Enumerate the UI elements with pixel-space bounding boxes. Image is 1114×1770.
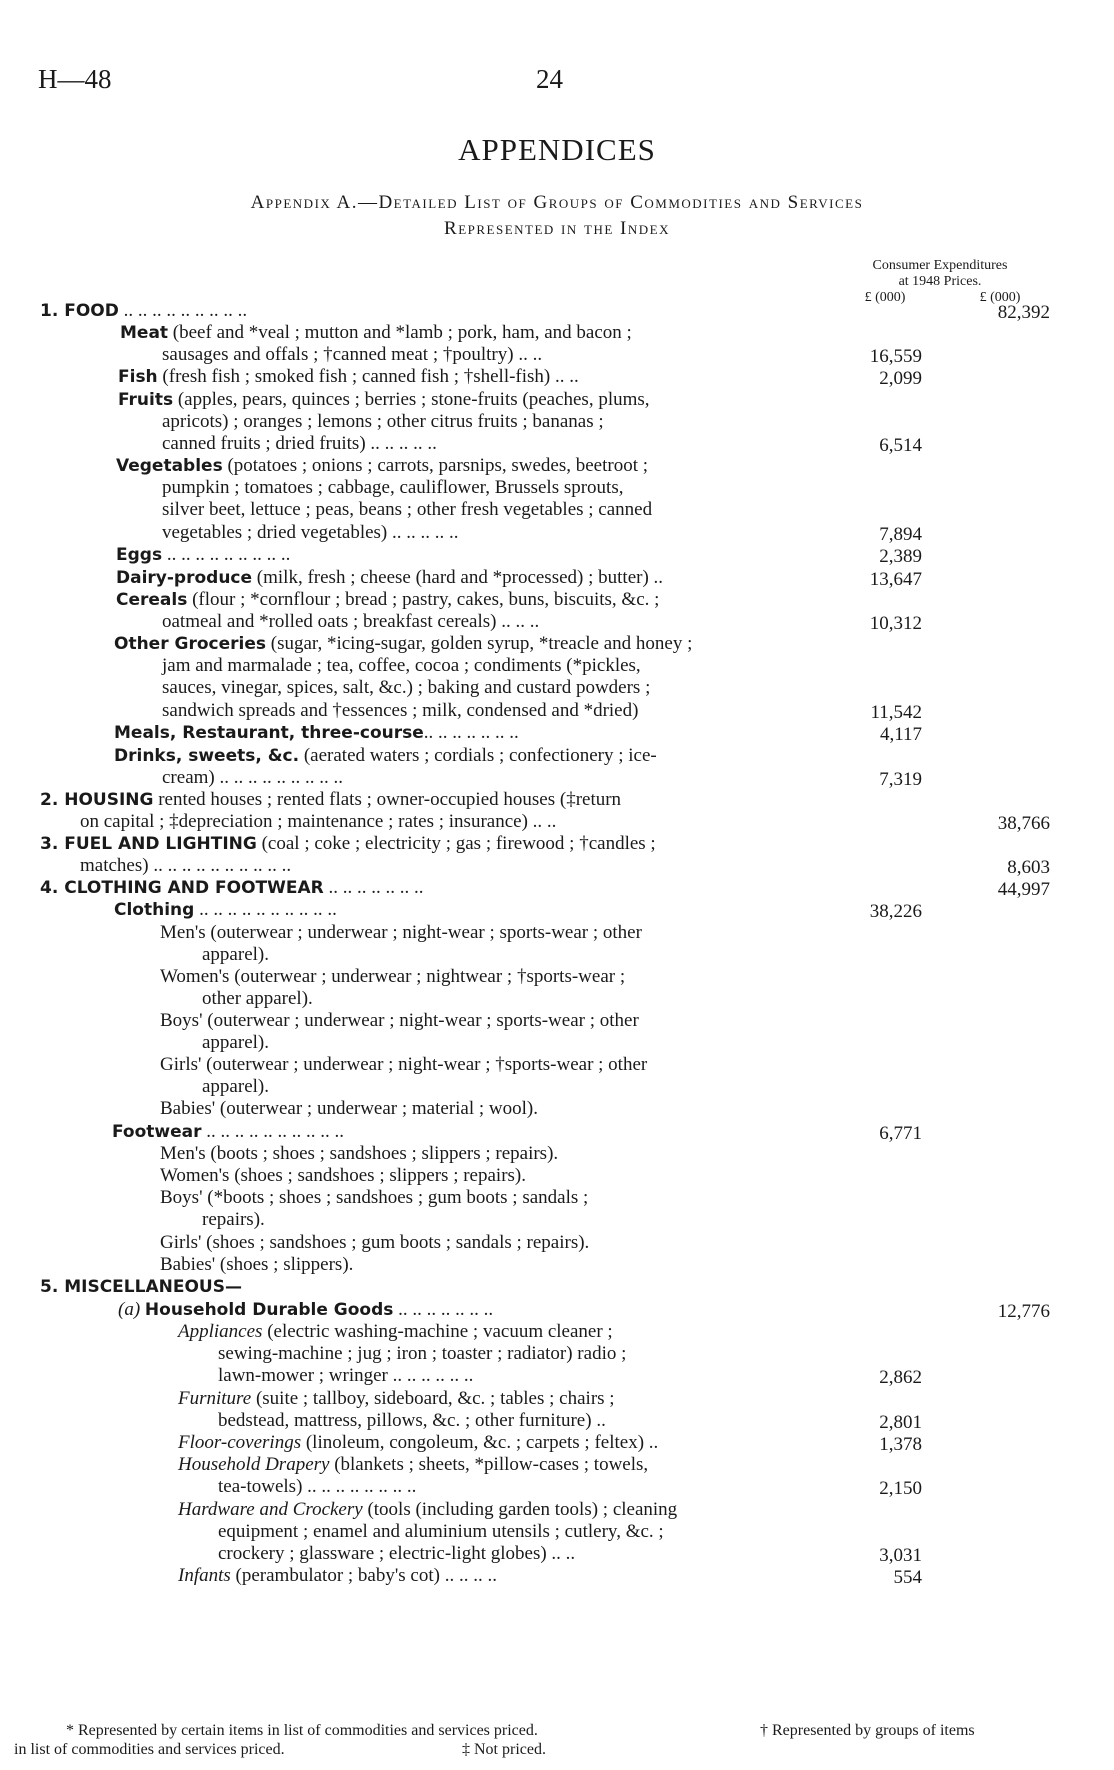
item-description: (perambulator ; baby's cot) .. .. .. ..	[230, 1565, 497, 1586]
list-item-continuation	[162, 700, 638, 722]
list-item	[40, 1276, 242, 1298]
item-description: silver beet, lettuce ; peas, beans ; other fresh vegetables ; canned	[162, 499, 653, 521]
expenditure-value: 2,801	[879, 1412, 922, 1434]
item-description: tea-towels) .. .. .. .. .. .. .. ..	[218, 1476, 417, 1498]
item-description: lawn-mower ; wringer .. .. .. .. .. ..	[218, 1365, 474, 1387]
item-heading: Fruits	[118, 390, 174, 410]
item-description: .. .. .. .. .. .. ..	[393, 1299, 494, 1320]
item-description: on capital ; ‡depreciation ; maintenance ; rates ; insurance) .. ..	[80, 811, 557, 833]
list-item	[116, 567, 663, 589]
list-item	[114, 745, 657, 767]
list-item-continuation	[202, 1032, 269, 1054]
list-item	[112, 1121, 344, 1143]
item-heading: Other Groceries	[114, 634, 266, 654]
item-description: matches) .. .. .. .. .. .. .. .. .. ..	[80, 855, 292, 877]
item-heading: Meals, Restaurant, three-course	[114, 723, 424, 743]
item-description: apparel).	[202, 1076, 269, 1098]
item-description: (electric washing-machine ; vacuum cleaner ;	[262, 1321, 613, 1342]
list-item	[120, 322, 632, 344]
item-description: Babies' (outerwear ; underwear ; material ; wool).	[160, 1098, 538, 1119]
item-description: sandwich spreads and †essences ; milk, condensed and *dried)	[162, 699, 639, 721]
appendix-subtitle	[60, 190, 1054, 242]
item-heading: Furniture	[178, 1388, 252, 1409]
list-item	[40, 833, 656, 855]
item-description: (milk, fresh ; cheese (hard and *processed) ; butter) ..	[252, 567, 664, 588]
list-item	[160, 1054, 647, 1076]
item-heading: Household Drapery	[178, 1454, 330, 1475]
list-item-continuation	[218, 1521, 664, 1543]
group-total-value: 12,776	[997, 1301, 1050, 1322]
footnote-dagger: † Represented by groups of items	[760, 1722, 975, 1739]
expenditure-value: 6,771	[879, 1123, 922, 1144]
item-description: .. .. .. .. .. .. .. .. .. ..	[201, 1121, 344, 1142]
expenditure-value: 6,514	[879, 435, 922, 457]
item-heading: Appliances	[178, 1321, 263, 1342]
group-total-value: 8,603	[1007, 857, 1050, 879]
item-description: (coal ; coke ; electricity ; gas ; firewood ; †candles ;	[256, 833, 656, 854]
list-item	[116, 589, 659, 611]
list-item-continuation	[202, 1209, 265, 1231]
list-item-continuation	[162, 477, 623, 499]
list-item	[178, 1388, 615, 1410]
list-item-continuation	[162, 655, 641, 677]
item-description: Girls' (shoes ; sandshoes ; gum boots ; sandals ; repairs).	[160, 1232, 590, 1253]
item-description: (flour ; *cornflour ; bread ; pastry, cakes, buns, biscuits, &c. ;	[187, 589, 660, 610]
expenditure-value: 13,647	[869, 569, 922, 590]
item-description: (fresh fish ; smoked fish ; canned fish ; †shell-fish) .. ..	[157, 366, 579, 387]
item-description: apparel).	[202, 944, 269, 966]
item-heading: FUEL AND LIGHTING	[64, 834, 257, 854]
list-item-continuation	[218, 1365, 473, 1387]
list-item-continuation	[162, 522, 459, 544]
item-number: 2.	[40, 790, 65, 810]
footnote-double-dagger: ‡ Not priced.	[462, 1741, 546, 1758]
list-item	[40, 789, 621, 811]
item-heading: Drinks, sweets, &c.	[114, 746, 300, 766]
group-total-value: 38,766	[997, 813, 1050, 835]
expenditure-value: 38,226	[869, 901, 922, 922]
item-heading: Footwear	[112, 1122, 202, 1142]
item-description: Women's (shoes ; sandshoes ; slippers ; repairs).	[160, 1165, 527, 1186]
list-item-continuation	[202, 944, 269, 966]
item-description: apparel).	[202, 1032, 269, 1054]
item-number: 3.	[40, 834, 65, 854]
item-description: sauces, vinegar, spices, salt, &c.) ; baking and custard powders ;	[162, 677, 651, 699]
list-item	[118, 389, 650, 411]
item-prefix: (a)	[118, 1299, 145, 1320]
item-description: cream) .. .. .. .. .. .. .. .. ..	[162, 767, 343, 789]
group-total-value: 82,392	[997, 302, 1050, 323]
item-description: crockery ; glassware ; electric-light globes) .. ..	[218, 1543, 576, 1565]
item-description: Women's (outerwear ; underwear ; nightwear ; †sports-wear ;	[160, 966, 626, 987]
list-item	[178, 1321, 613, 1343]
page-title: APPENDICES	[458, 132, 656, 167]
item-description: (tools (including garden tools) ; cleaning	[362, 1499, 678, 1520]
list-item	[160, 1010, 639, 1032]
list-item	[160, 1165, 526, 1187]
expenditure-value: 3,031	[879, 1545, 922, 1567]
unit-label-1: £ (000)	[864, 290, 906, 305]
page-number: 24	[536, 64, 563, 94]
item-heading: MISCELLANEOUS—	[64, 1277, 242, 1297]
item-heading: CLOTHING AND FOOTWEAR	[64, 878, 324, 898]
list-item-continuation	[162, 677, 650, 699]
list-item-continuation	[80, 855, 291, 877]
item-description: jam and marmalade ; tea, coffee, cocoa ; condiments (*pickles,	[162, 655, 641, 677]
item-description: vegetables ; dried vegetables) .. .. .. .. ..	[162, 521, 459, 543]
item-description: .. .. .. .. .. .. .. .. .. ..	[194, 899, 337, 920]
item-heading: Eggs	[116, 545, 163, 565]
item-heading: Vegetables	[116, 456, 223, 476]
list-item	[118, 1299, 493, 1321]
expenditure-value: 554	[893, 1567, 922, 1588]
item-number: 1.	[40, 301, 65, 321]
list-item-continuation	[162, 499, 652, 521]
list-item	[160, 1143, 558, 1165]
list-item	[178, 1565, 497, 1587]
item-description: .. .. .. .. .. .. ..	[423, 722, 519, 743]
list-item-continuation	[162, 344, 542, 366]
expenditure-value: 16,559	[869, 346, 922, 368]
list-item	[40, 877, 424, 899]
list-item	[118, 366, 579, 388]
list-item	[160, 1254, 353, 1276]
subtitle-line: Represented in the Index	[444, 218, 670, 239]
list-item-continuation	[218, 1476, 416, 1498]
list-item	[114, 722, 519, 744]
item-description: Girls' (outerwear ; underwear ; night-wear ; †sports-wear ; other	[160, 1054, 648, 1075]
expenditure-value: 1,378	[879, 1434, 922, 1455]
item-heading: HOUSING	[64, 790, 154, 810]
group-total-value: 44,997	[997, 879, 1050, 900]
list-item	[114, 633, 692, 655]
list-item-continuation	[162, 767, 343, 789]
item-description: Boys' (*boots ; shoes ; sandshoes ; gum boots ; sandals ;	[160, 1187, 589, 1208]
item-heading: Household Durable Goods	[144, 1300, 394, 1320]
unit-label-2: £ (000)	[979, 290, 1021, 305]
item-description: bedstead, mattress, pillows, &c. ; other furniture) ..	[218, 1410, 606, 1432]
list-item	[160, 1232, 589, 1254]
item-description: .. .. .. .. .. .. .. .. ..	[162, 544, 291, 565]
item-number: 4.	[40, 878, 65, 898]
column-heading-line: Consumer Expenditures	[872, 258, 1008, 273]
item-heading: Dairy-produce	[116, 568, 253, 588]
list-item-continuation	[162, 411, 604, 433]
list-item	[178, 1499, 677, 1521]
expenditure-value: 4,117	[879, 724, 922, 745]
expenditure-value: 11,542	[870, 701, 922, 723]
expenditure-value: 2,389	[879, 546, 922, 567]
item-heading: Infants	[178, 1565, 231, 1586]
expenditure-value: 10,312	[869, 613, 922, 635]
list-item	[178, 1432, 658, 1454]
subtitle-line: Appendix A.—Detailed List of Groups of Commodities and Services	[250, 192, 864, 213]
item-number: 5.	[40, 1277, 65, 1297]
item-description: oatmeal and *rolled oats ; breakfast cereals) .. .. ..	[162, 611, 540, 633]
expenditure-value: 7,894	[879, 523, 922, 545]
list-item-continuation	[202, 1076, 269, 1098]
item-heading: Meat	[120, 323, 169, 343]
list-item-continuation	[162, 611, 539, 633]
expenditure-value: 2,862	[879, 1367, 922, 1389]
expenditure-value: 2,150	[879, 1478, 922, 1500]
list-item-continuation	[80, 811, 556, 833]
item-description: apricots) ; oranges ; lemons ; other citrus fruits ; bananas ;	[162, 411, 604, 433]
item-description: Boys' (outerwear ; underwear ; night-wear ; sports-wear ; other	[160, 1010, 639, 1031]
list-item	[114, 899, 337, 921]
expenditure-value: 7,319	[879, 769, 922, 791]
item-description: (apples, pears, quinces ; berries ; stone-fruits (peaches, plums,	[173, 389, 650, 410]
item-description: sewing-machine ; jug ; iron ; toaster ; radiator) radio ;	[218, 1343, 627, 1365]
item-description: repairs).	[202, 1209, 265, 1231]
list-item	[116, 455, 648, 477]
column-heading-line: at 1948 Prices.	[898, 274, 982, 289]
list-item	[40, 300, 247, 322]
list-item-continuation	[218, 1543, 575, 1565]
list-item	[160, 1187, 588, 1209]
item-heading: Cereals	[116, 590, 188, 610]
item-description: canned fruits ; dried fruits) .. .. .. .. ..	[162, 433, 437, 455]
item-description: pumpkin ; tomatoes ; cabbage, cauliflower, Brussels sprouts,	[162, 477, 624, 499]
item-description: (linoleum, congoleum, &c. ; carpets ; feltex) ..	[301, 1432, 659, 1453]
item-description: (aerated waters ; cordials ; confectionery ; ice-	[299, 745, 657, 766]
item-heading: FOOD	[64, 301, 119, 321]
list-item	[178, 1454, 648, 1476]
item-description: Men's (outerwear ; underwear ; night-wear ; sports-wear ; other	[160, 922, 642, 943]
item-heading: Clothing	[114, 900, 195, 920]
list-item-continuation	[202, 988, 313, 1010]
item-description: Men's (boots ; shoes ; sandshoes ; slippers ; repairs).	[160, 1143, 559, 1164]
item-description: (suite ; tallboy, sideboard, &c. ; tables ; chairs ;	[251, 1388, 615, 1409]
item-description: (blankets ; sheets, *pillow-cases ; towels,	[329, 1454, 649, 1475]
item-description: .. .. .. .. .. .. .. .. ..	[118, 300, 248, 321]
expenditure-value: 2,099	[879, 368, 922, 389]
item-description: other apparel).	[202, 988, 313, 1010]
item-description: sausages and offals ; †canned meat ; †poultry) .. ..	[162, 344, 543, 366]
header-code: H—48	[38, 64, 112, 94]
item-heading: Hardware and Crockery	[178, 1499, 363, 1520]
list-item	[160, 922, 642, 944]
list-item	[116, 544, 290, 566]
item-description: .. .. .. .. .. .. ..	[323, 877, 424, 898]
list-item-continuation	[218, 1410, 606, 1432]
item-description: Babies' (shoes ; slippers).	[160, 1254, 354, 1275]
item-heading: Floor-coverings	[178, 1432, 302, 1453]
column-heading	[820, 258, 1060, 290]
item-heading: Fish	[118, 367, 158, 387]
item-description: (sugar, *icing-sugar, golden syrup, *treacle and honey ;	[266, 633, 693, 654]
item-description: equipment ; enamel and aluminium utensils ; cutlery, &c. ;	[218, 1521, 664, 1543]
footnote-asterisk: * Represented by certain items in list of commodities and services priced.	[66, 1722, 538, 1739]
list-item	[160, 966, 625, 988]
list-item-continuation	[162, 433, 437, 455]
item-description: rented houses ; rented flats ; owner-occupied houses (‡return	[153, 789, 622, 810]
item-description: (potatoes ; onions ; carrots, parsnips, swedes, beetroot ;	[222, 455, 649, 476]
list-item	[160, 1098, 538, 1120]
footnote-continuation: in list of commodities and services priced.	[14, 1741, 285, 1758]
list-item-continuation	[218, 1343, 626, 1365]
item-description: (beef and *veal ; mutton and *lamb ; pork, ham, and bacon ;	[168, 322, 632, 343]
